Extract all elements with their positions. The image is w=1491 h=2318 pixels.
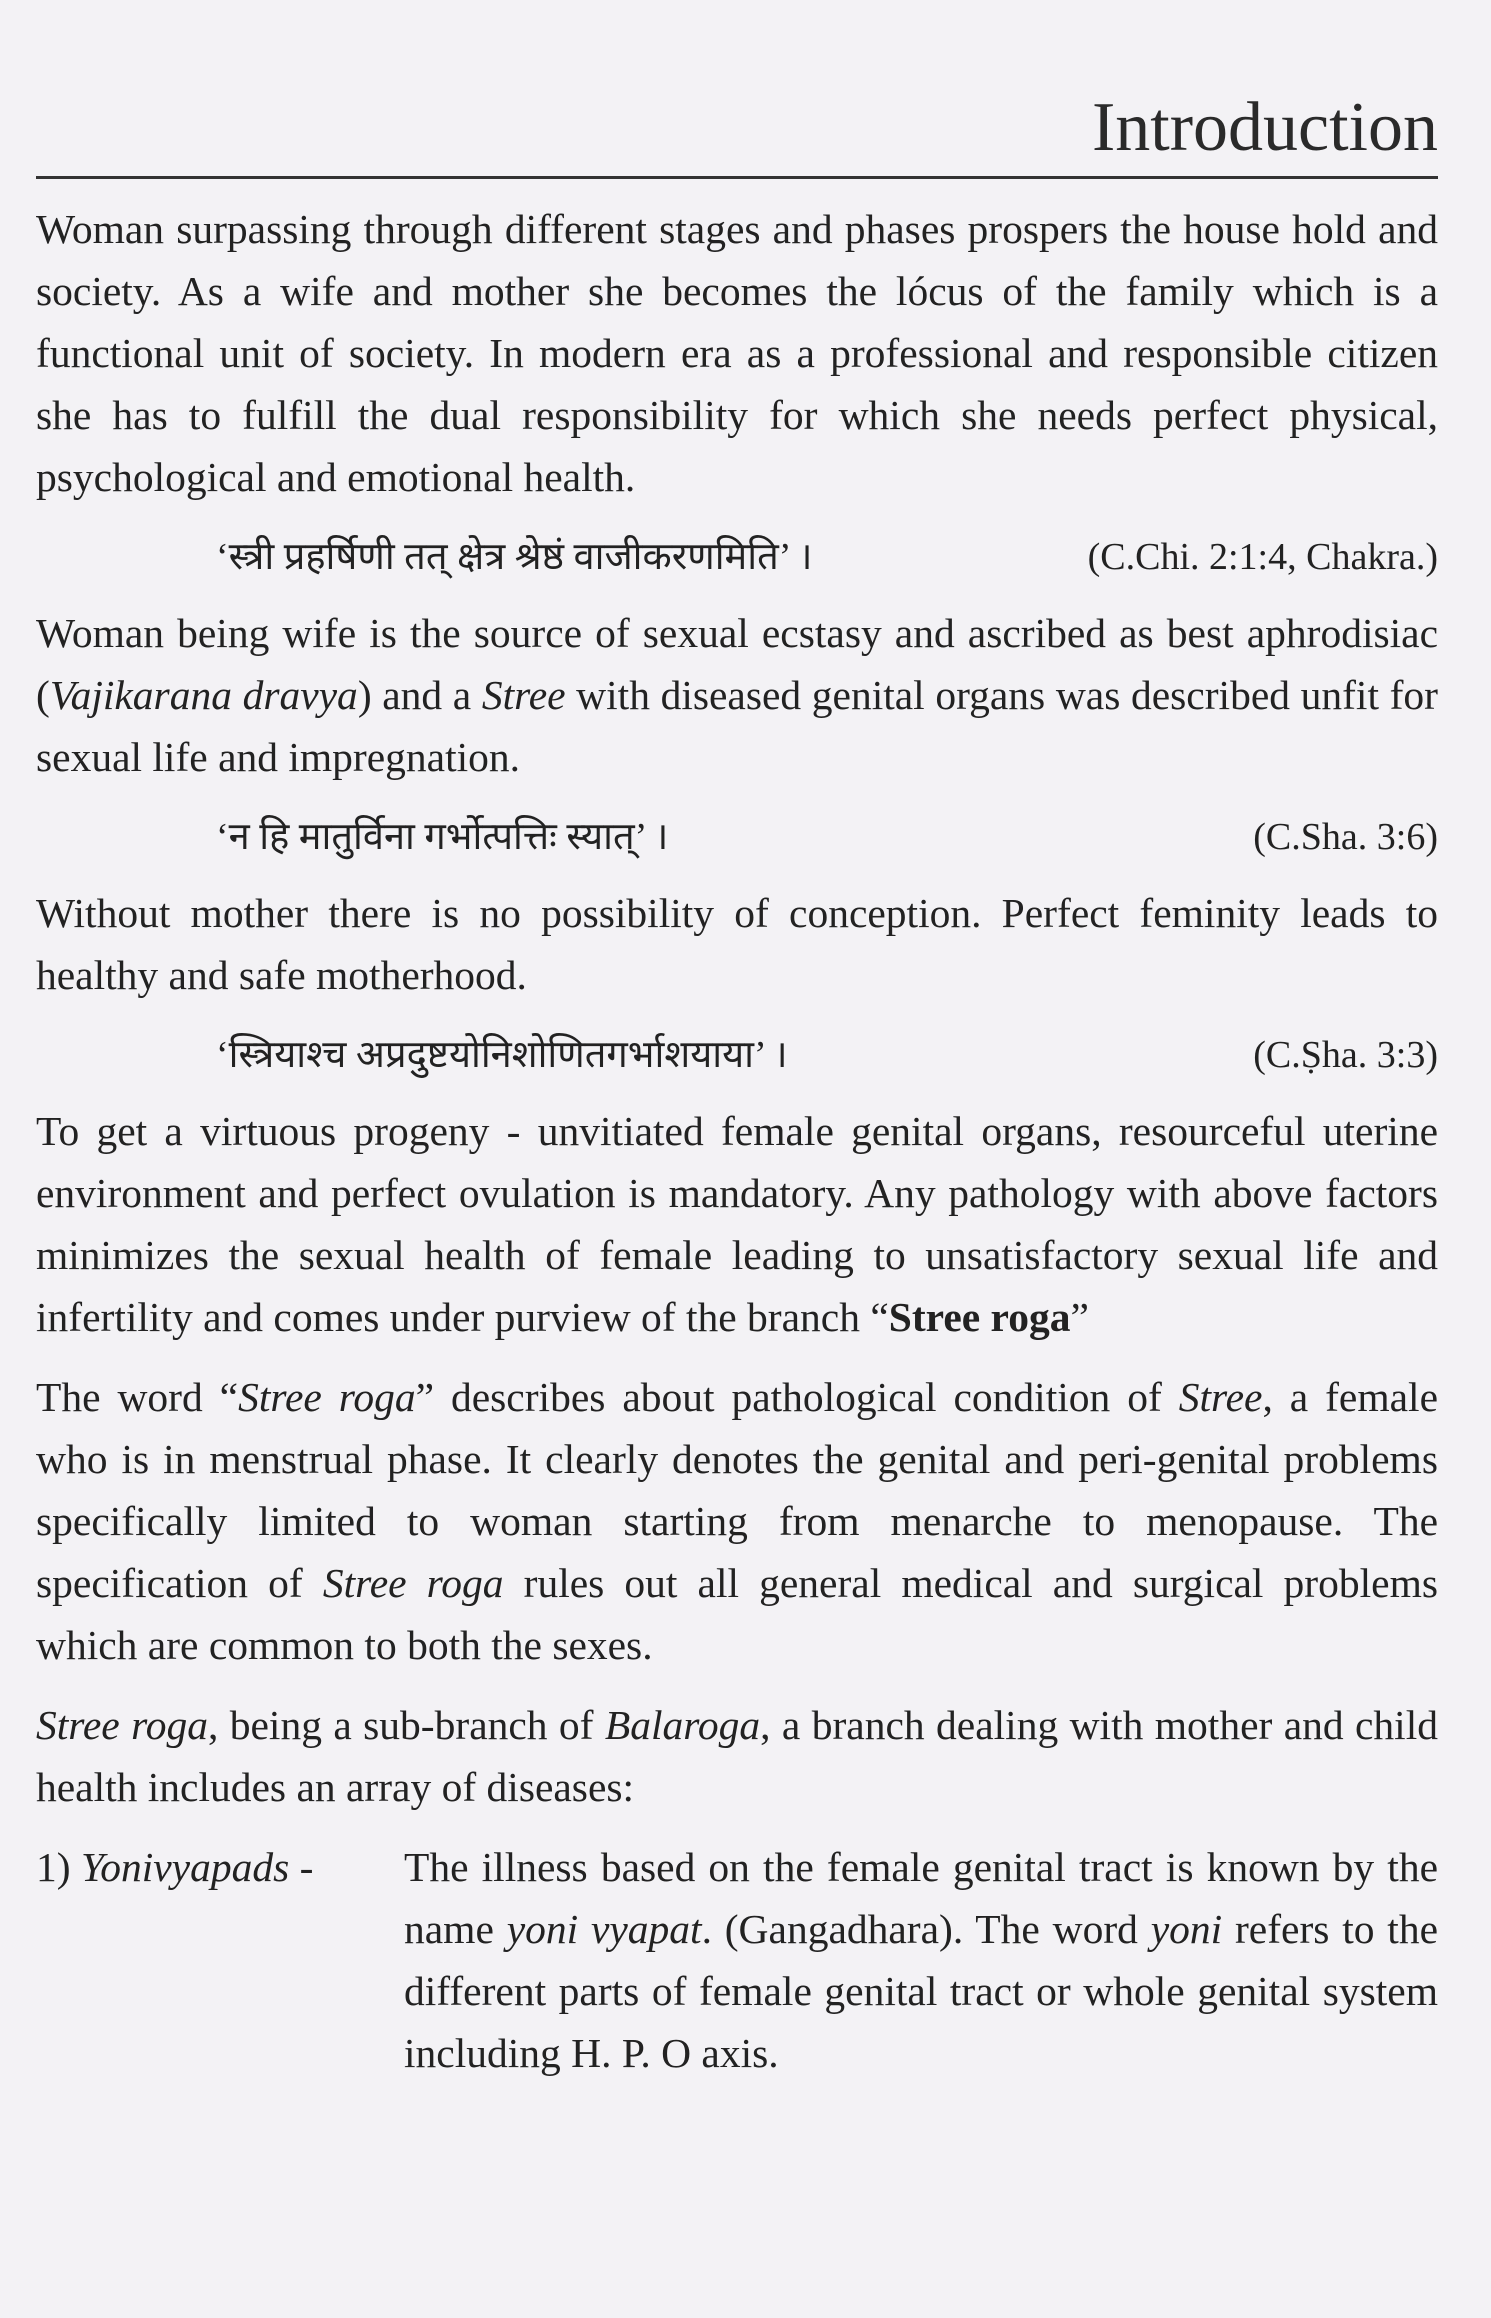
verse-text: ‘न हि मातुर्विना गर्भोत्पत्तिः स्यात्’ ।: [216, 816, 669, 858]
text-run: with diseased genital organs was described unfit for sexual life and impregnation.: [36, 672, 1438, 780]
paragraph-3: Without mother there is no possibility of conception. Perfect feminity leads to healthy and safe motherhood.: [36, 890, 1438, 998]
list-item: [36, 1836, 1438, 2084]
italic-term: Stree roga: [36, 1702, 208, 1748]
italic-term: Stree roga: [322, 1560, 504, 1606]
italic-term: Balaroga: [604, 1702, 761, 1748]
page-title: Introduction: [1091, 89, 1438, 166]
bold-term: Stree roga: [888, 1294, 1071, 1340]
sanskrit-verse-2: [36, 806, 1438, 868]
italic-term: Stree: [481, 672, 566, 718]
italic-term: Stree roga: [238, 1374, 416, 1420]
italic-term: Stree: [1178, 1374, 1263, 1420]
paragraph-4: [36, 1100, 1438, 1348]
page: [36, 0, 1438, 2076]
sanskrit-verse-1: [36, 526, 1438, 588]
list-dash: -: [289, 1844, 324, 1890]
text-run: ”: [1070, 1294, 1089, 1340]
text-run: The illness based on the female genital tract is known by the name: [404, 1844, 1438, 1952]
text-run: ” describes about pathological condition of: [415, 1374, 1179, 1420]
text-run: , a female who is in menstrual phase. It clearly denotes the genital and peri-genital problems specifically limited to woman starting from menarche to menopause. The specification of: [36, 1374, 1438, 1606]
verse-reference: (C.Chi. 2:1:4, Chakra.): [1087, 536, 1438, 578]
paragraph-5: [36, 1366, 1438, 1676]
page-header: [36, 0, 1438, 180]
list-term: [36, 1836, 404, 2084]
italic-term: Yonivyapads: [80, 1844, 290, 1890]
text-run: . (Gangadhara). The word: [701, 1906, 1151, 1952]
text-run: , being a sub-branch of: [207, 1702, 605, 1748]
verse-text: ‘स्त्रियाश्च अप्रदुष्टयोनिशोणितगर्भाशयाया’ ।: [216, 1034, 788, 1076]
text-run: ) and a: [357, 672, 482, 718]
italic-term: yoni: [1150, 1906, 1223, 1952]
text-run: Woman being wife is the source of sexual ecstasy and ascribed as best aphrodisiac (: [36, 610, 1438, 718]
sanskrit-verse-3: [36, 1024, 1438, 1086]
text-run: , a branch dealing with mother and child health includes an array of diseases:: [36, 1702, 1438, 1810]
page-content: [36, 198, 1438, 2084]
paragraph-2: [36, 602, 1438, 788]
paragraph-6: [36, 1694, 1438, 1818]
text-run: The word “: [36, 1374, 239, 1420]
list-number: 1): [36, 1844, 71, 1890]
verse-text: ‘स्त्री प्रहर्षिणी तत् क्षेत्र श्रेष्ठं वाजीकरणमिति’ ।: [216, 536, 813, 578]
verse-reference: (C.Ṣha. 3:3): [1253, 1034, 1438, 1076]
text-run: refers to the different parts of female genital tract or whole genital system including H. P. O axis.: [404, 1906, 1438, 2076]
text-run: rules out all general medical and surgical problems which are common to both the sexes.: [36, 1560, 1438, 1668]
header-rule: [36, 176, 1438, 179]
list-description: [404, 1836, 1438, 2084]
verse-reference: (C.Sha. 3:6): [1253, 816, 1438, 858]
italic-term: yoni vyapat: [506, 1906, 702, 1952]
italic-term: Vajikarana dravya: [49, 672, 358, 718]
text-run: To get a virtuous progeny - unvitiated female genital organs, resourceful uterine environment and perfect ovulation is mandatory. Any pathology with above factors minimizes the sexual health of female leading to unsatisfactory sexual life and infertility and comes under purview of the branch “: [36, 1108, 1438, 1340]
paragraph-1: Woman surpassing through different stages and phases prospers the house hold and society. As a wife and mother she becomes the lócus of the family which is a functional unit of society. In modern era as a professional and responsible citizen she has to fulfill the dual responsibility for which she needs perfect physical, psychological and emotional health.: [36, 206, 1438, 500]
